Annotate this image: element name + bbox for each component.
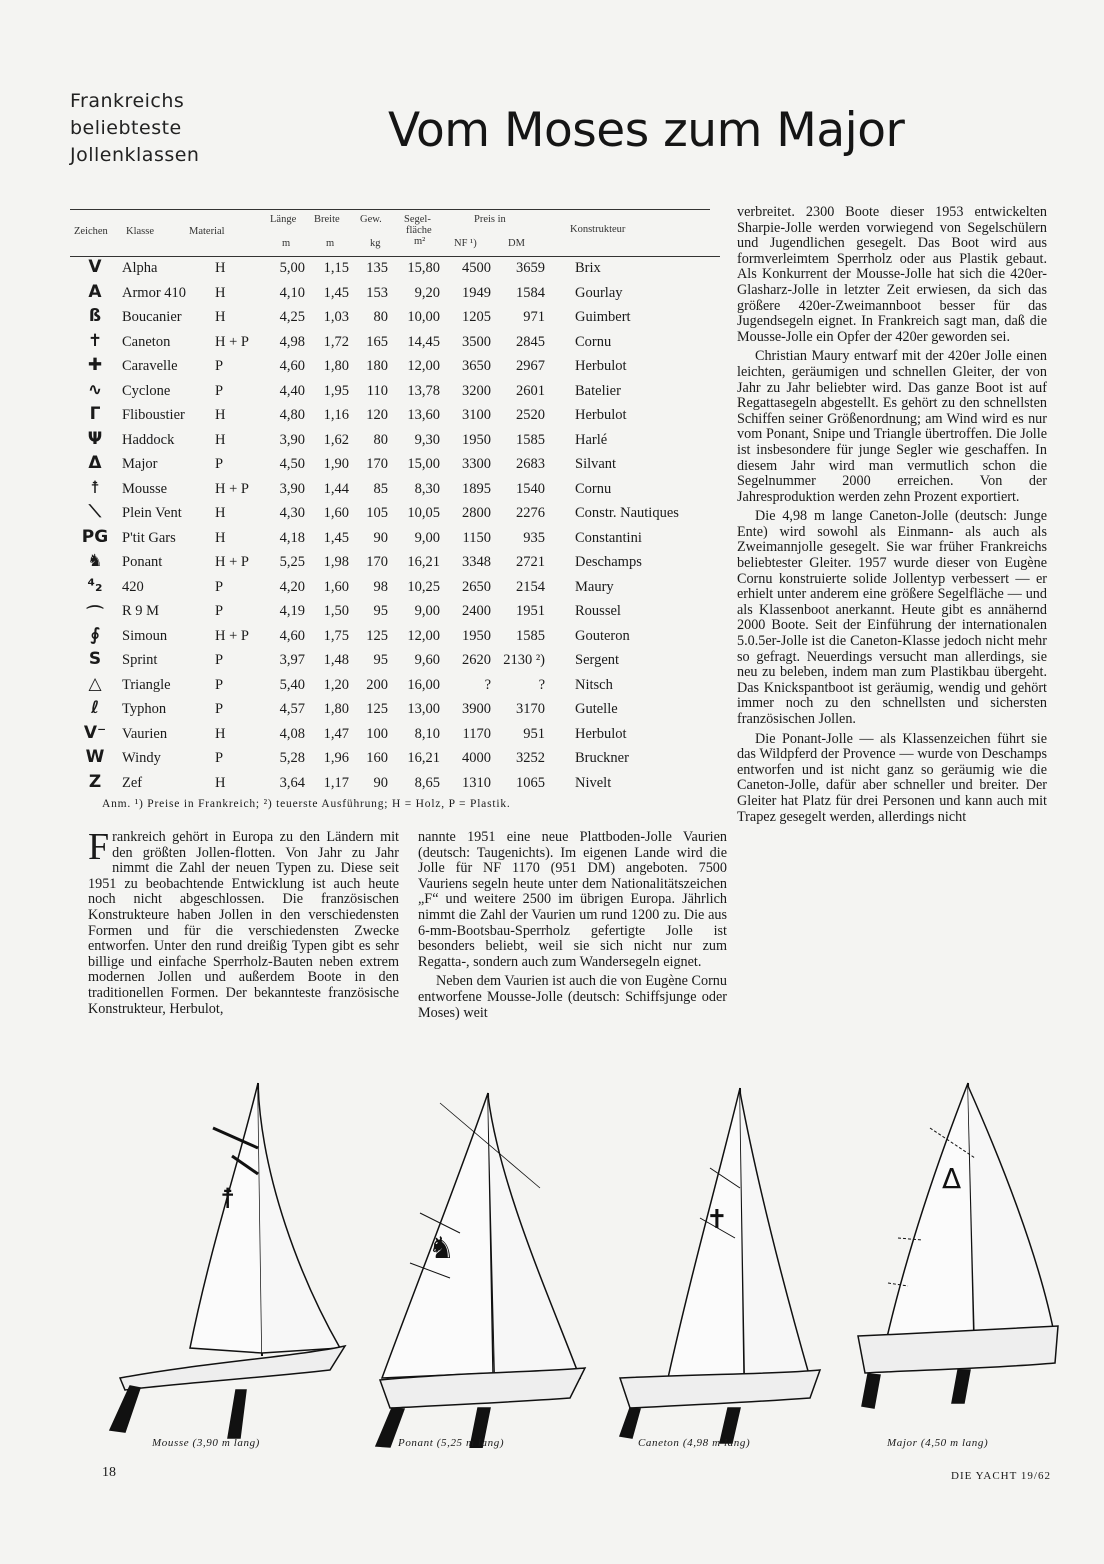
cell-price-dm: 2130 ²) (503, 652, 545, 668)
cell-designer: Maury (575, 578, 614, 595)
cell-class: Major (122, 456, 158, 472)
cell-price-dm: 935 (523, 529, 545, 546)
cell-class: Armor 410 (122, 284, 187, 301)
cell-price-nf: 2620 (462, 652, 491, 668)
cell-weight: 170 (366, 456, 388, 472)
cell-designer: Cornu (575, 480, 612, 497)
table-row (70, 380, 720, 405)
cell-weight: 165 (366, 333, 388, 350)
cell-price-nf: 3200 (462, 382, 491, 399)
cell-class: Fliboustier (122, 407, 185, 423)
cell-class: 420 (122, 578, 144, 595)
cell-weight: 95 (373, 603, 388, 619)
table-row (70, 404, 720, 429)
cell-material: H (215, 505, 226, 521)
cell-weight: 160 (366, 750, 388, 766)
cell-price-nf: 3100 (462, 407, 491, 423)
table-row (70, 257, 720, 282)
cell-designer: Nitsch (575, 676, 613, 693)
table-row (70, 772, 720, 797)
cell-beam: 1,60 (323, 578, 349, 595)
cell-class: Windy (122, 750, 161, 766)
cell-material: H (215, 431, 226, 448)
cell-length: 4,60 (279, 358, 305, 374)
cell-length: 4,50 (279, 456, 305, 472)
class-symbol-icon: Z (88, 771, 102, 792)
cell-designer: Herbulot (575, 407, 627, 423)
cell-length: 4,25 (279, 309, 305, 325)
cell-price-dm: 1584 (516, 284, 545, 301)
cell-material: H (215, 529, 226, 546)
cell-weight: 153 (366, 284, 388, 301)
table-row (70, 625, 720, 650)
cell-length: 4,98 (279, 333, 305, 350)
table-row (70, 429, 720, 454)
cell-sail-area: 9,20 (414, 284, 440, 301)
cell-weight: 180 (366, 358, 388, 374)
cell-beam: 1,80 (323, 701, 349, 717)
cell-weight: 200 (366, 676, 388, 693)
unit-breite: m (326, 238, 335, 249)
cell-designer: Gourlay (575, 284, 623, 301)
cell-sail-area: 9,00 (414, 529, 440, 546)
table-row (70, 723, 720, 748)
cell-price-nf: 1895 (462, 480, 491, 497)
class-symbol-icon: S (88, 649, 102, 669)
mousse-boat-illustration (110, 1083, 345, 1438)
table-row (70, 355, 720, 380)
cell-price-dm: 951 (523, 725, 545, 742)
class-symbol-icon: PG (81, 526, 109, 547)
cell-price-nf: 3500 (462, 333, 491, 350)
table-row (70, 649, 720, 674)
cell-material: P (215, 578, 224, 595)
cell-weight: 98 (373, 578, 388, 595)
cell-material: H (215, 284, 226, 301)
kicker (70, 88, 199, 169)
header-breite: Breite (314, 214, 340, 225)
svg-text:☨: ☨ (220, 1182, 236, 1215)
cell-class: Zef (122, 774, 143, 791)
cell-designer: Silvant (575, 456, 617, 472)
paragraph: Christian Maury entwarf mit der 420er Jolle einen leichten, geräumigen und schnellen Gleiter, der von Jahr zu Jahr beliebter wird. Das ganze Boot ist auf Regattasegeln abgestellt. Es gehört zu den schnellsten Schiffen seiner Größenordnung; am Wind wird es nur vom Ponant, Snipe und Triangle übertroffen. Die Jolle ist insbesondere für junge Segler wie geschaffen. In diesem Jahr wird man vermutlich schon die Segelnummer 2000 erreichen. Von der Jahresproduktion werden zehn Prozent exportiert. (737, 348, 1047, 505)
cell-sail-area: 8,10 (414, 725, 440, 742)
cell-designer: Batelier (575, 382, 621, 399)
cell-beam: 1,44 (323, 480, 349, 497)
cell-weight: 125 (366, 627, 388, 644)
cell-material: P (215, 456, 224, 472)
cell-price-dm: 2845 (516, 333, 545, 350)
boat-illustrations (0, 1078, 1104, 1448)
cell-weight: 135 (366, 260, 388, 276)
table-row (70, 576, 720, 601)
svg-text:♞: ♞ (428, 1231, 455, 1266)
cell-beam: 1,45 (323, 529, 349, 546)
cell-weight: 100 (366, 725, 388, 742)
table-footnote: Anm. ¹) Preise in Frankreich; ²) teuerste Ausführung; H = Holz, P = Plastik. (102, 798, 511, 810)
cell-beam: 1,50 (323, 603, 349, 619)
cell-sail-area: 10,05 (407, 505, 440, 521)
cell-class: R 9 M (122, 603, 160, 619)
cell-weight: 125 (366, 701, 388, 717)
cell-sail-area: 13,60 (407, 407, 440, 423)
cell-price-dm: 1065 (516, 774, 545, 791)
cell-beam: 1,47 (323, 725, 349, 742)
cell-beam: 1,62 (323, 431, 349, 448)
page-number: 18 (102, 1465, 116, 1480)
cell-sail-area: 14,45 (407, 333, 440, 350)
header-segel-1: Segel- (404, 214, 431, 225)
cell-designer: Guimbert (575, 309, 631, 325)
cell-weight: 90 (373, 774, 388, 791)
cell-weight: 105 (366, 505, 388, 521)
cell-length: 5,25 (279, 554, 305, 570)
class-table (70, 210, 720, 796)
cell-weight: 95 (373, 652, 388, 668)
cell-class: Mousse (122, 480, 168, 497)
cell-material: H + P (215, 333, 249, 350)
cell-designer: Deschamps (575, 554, 642, 570)
header-segel-2: fläche (406, 225, 432, 236)
cell-price-nf: 3348 (462, 554, 491, 570)
cell-designer: Constantini (575, 529, 642, 546)
cell-price-dm: 2967 (516, 358, 545, 374)
cell-sail-area: 9,30 (414, 431, 440, 448)
paragraph: nannte 1951 eine neue Plattboden-Jolle Vaurien (deutsch: Taugenichts). Im eigenen Lande wird die Jolle für NF 1170 (951 DM) angeboten. 7500 Vauriens segeln heute unter dem Nationalitätszeichen „F“ und weitere 2500 im übrigen Europa. Jährlich nimmt die Zahl der Vaurien um rund 1200 zu. Die aus 6-mm-Bootsbau-Sperrholz gefertigte Jolle ist besonders beliebt, weil sie sich nicht nur zum Regatta-, sondern auch zum Wandersegeln eignet. (418, 829, 727, 970)
paragraph: Die 4,98 m lange Caneton-Jolle (deutsch: Junge Ente) wird sowohl als Einmann- als auch als Zweimannjolle gesegelt. Sie war früher Frankreichs beliebtester Gleiter. 1957 wurde dieser von Eugène Cornu konstruierte solide Jollentyp verbessert — er erhielt unter anderem eine größere Segelfläche — und als Klassenboot anerkannt. Heute gibt es annähernd 2000 Boote. Seit der Einführung der internationalen 5.0.5er-Jolle ist die Caneton-Klasse jedoch nicht mehr so gefragt. Neuerdings versucht man allerdings, sie neu zu beleben, indem man zum Plastikbau übergeht. Das Knickspantboot ist geräumig, wendig und gehört immer noch zu den schnellsten und sichersten französischen Jollen. (737, 508, 1047, 727)
cell-material: H (215, 260, 226, 276)
cell-price-nf: 4500 (462, 260, 491, 276)
cell-class: Typhon (122, 701, 167, 717)
cell-material: H + P (215, 554, 249, 570)
cell-price-dm: 2721 (516, 554, 545, 570)
cell-beam: 1,90 (323, 456, 349, 472)
cell-designer: Herbulot (575, 725, 627, 742)
cell-sail-area: 15,80 (407, 260, 440, 276)
cell-price-dm: 2520 (516, 407, 545, 423)
cell-sail-area: 12,00 (407, 627, 440, 644)
body-column-3 (737, 205, 1047, 825)
cell-sail-area: 8,65 (414, 774, 440, 791)
cell-designer: Harlé (575, 431, 608, 448)
cell-length: 4,10 (279, 284, 305, 301)
cell-designer: Brix (575, 260, 601, 276)
cell-sail-area: 16,00 (407, 676, 440, 693)
body-column-2 (418, 830, 727, 1021)
cell-price-dm: 3659 (516, 260, 545, 276)
cell-length: 4,18 (279, 529, 305, 546)
cell-beam: 1,95 (323, 382, 349, 399)
cell-class: Boucanier (122, 309, 182, 325)
cell-price-nf: 2400 (462, 603, 491, 619)
unit-nf: NF ¹) (454, 238, 477, 249)
cell-price-nf: 2650 (462, 578, 491, 595)
header-zeichen: Zeichen (74, 226, 108, 237)
cell-price-dm: 2601 (516, 382, 545, 399)
cell-beam: 1,45 (323, 284, 349, 301)
table-row (70, 551, 720, 576)
body-column-1 (88, 826, 399, 1017)
cell-length: 4,08 (279, 725, 305, 742)
cell-weight: 110 (366, 382, 388, 399)
header-laenge: Länge (270, 214, 297, 225)
cell-beam: 1,16 (323, 407, 349, 423)
cell-weight: 120 (366, 407, 388, 423)
cell-material: H (215, 309, 226, 325)
cell-class: Triangle (122, 676, 171, 693)
table-header (70, 210, 720, 257)
cell-material: H (215, 774, 226, 791)
magazine-issue: DIE YACHT 19/62 (951, 1470, 1051, 1482)
paragraph: verbreitet. 2300 Boote dieser 1953 entwickelten Sharpie-Jolle werden vorwiegend von Segelschülern und Jugendlichen gesegelt. Das Boot wird aus formverleimtem Sperrholz oder aus Plastik gebaut. Als Konkurrent der Mousse-Jolle hat sich die 420er-Glasharz-Jolle in letzter Zeit erwiesen, da sich das größere 420er-Zweimannboot besser für das Jugendsegeln eignet. In Frankreich sagt man, daß die Mousse-Jolle ein Opfer der 420er geworden sei. (737, 204, 1047, 345)
cell-price-nf: 1950 (462, 627, 491, 644)
header-material: Material (189, 226, 225, 237)
table-row (70, 306, 720, 331)
cell-designer: Gutelle (575, 701, 618, 717)
cell-price-dm: 2276 (516, 505, 545, 521)
cell-price-dm: 3170 (516, 701, 545, 717)
cell-class: Caneton (122, 333, 171, 350)
cell-class: Haddock (122, 431, 175, 448)
cell-class: Plein Vent (122, 505, 182, 521)
cell-price-nf: 2800 (462, 505, 491, 521)
cell-material: P (215, 603, 224, 619)
cell-sail-area: 9,60 (414, 652, 440, 668)
caption-caneton: Caneton (4,98 m lang) (638, 1437, 751, 1449)
cell-price-nf: 3900 (462, 701, 491, 717)
cell-price-nf: 3300 (462, 456, 491, 472)
table-row (70, 674, 720, 699)
cell-sail-area: 16,21 (407, 554, 440, 570)
cell-class: Alpha (122, 260, 158, 276)
svg-text:Δ: Δ (942, 1162, 962, 1195)
caneton-boat-illustration (620, 1088, 820, 1443)
cell-beam: 1,96 (323, 750, 349, 766)
cell-designer: Nivelt (575, 774, 612, 791)
table-row (70, 478, 720, 503)
cell-beam: 1,80 (323, 358, 349, 374)
class-symbol-icon: △ (88, 673, 102, 694)
cell-weight: 170 (366, 554, 388, 570)
cell-sail-area: 12,00 (407, 358, 440, 374)
cell-length: 4,40 (279, 382, 305, 399)
cell-beam: 1,48 (323, 652, 349, 668)
header-gew: Gew. (360, 214, 382, 225)
caption-ponant: Ponant (5,25 m lang) (398, 1437, 505, 1449)
class-symbol-icon: ✝ (87, 330, 103, 351)
cell-price-nf: 1150 (462, 529, 491, 546)
cell-designer: Herbulot (575, 358, 627, 374)
cell-weight: 80 (373, 309, 388, 325)
cell-designer: Bruckner (575, 750, 629, 766)
major-boat-illustration (858, 1083, 1058, 1408)
cell-price-nf: 3650 (462, 358, 491, 374)
caption-mousse: Mousse (3,90 m lang) (152, 1437, 260, 1449)
cell-length: 4,80 (279, 407, 305, 423)
cell-material: P (215, 652, 224, 668)
class-symbol-icon: ☨ (90, 477, 100, 498)
class-symbol-icon: ⁴₂ (87, 575, 103, 596)
class-symbol-icon: ß (88, 306, 102, 326)
cell-designer: Sergent (575, 652, 620, 668)
cell-beam: 1,17 (323, 774, 349, 791)
cell-price-dm: 2154 (516, 578, 545, 595)
class-symbol-icon: ♞ (87, 551, 103, 571)
cell-material: P (215, 382, 224, 399)
table-row (70, 527, 720, 552)
unit-gew: kg (370, 238, 381, 249)
cell-sail-area: 9,00 (414, 603, 440, 619)
cell-price-nf: 1170 (462, 725, 491, 742)
table-row (70, 282, 720, 307)
cell-beam: 1,60 (323, 505, 349, 521)
cell-class: Cyclone (122, 382, 171, 399)
cell-designer: Constr. Nautiques (575, 505, 679, 521)
class-symbol-icon: V (88, 257, 102, 277)
class-symbol-icon: ⌒ (86, 605, 104, 625)
table-row (70, 331, 720, 356)
cell-beam: 1,75 (323, 627, 349, 644)
cell-length: 3,64 (279, 774, 305, 791)
header-konstrukteur: Konstrukteur (570, 224, 626, 235)
table-row (70, 698, 720, 723)
drop-cap: F (88, 826, 110, 868)
table-row (70, 600, 720, 625)
class-symbol-icon: A (88, 281, 102, 302)
cell-beam: 1,15 (323, 260, 349, 276)
cell-beam: 1,72 (323, 333, 349, 350)
headline: Vom Moses zum Major (388, 103, 905, 158)
cell-length: 3,90 (279, 431, 305, 448)
cell-price-nf: 1310 (462, 774, 491, 791)
table-body (70, 257, 720, 796)
cell-price-dm: 3252 (516, 750, 545, 766)
paragraph: rankreich gehört in Europa zu den Ländern mit den größten Jollen-flotten. Von Jahr zu Jahr nimmt die Zahl der neuen Typen zu. Diese seit 1951 zu beobachtende Entwicklung ist auch heute noch nicht abgeschlossen. Die französischen Konstrukteure haben Jollen in den verschiedensten Formen und für die verschiedensten Zwecke entworfen. Unter den rund dreißig Typen gibt es sehr billige und einfache Sperrholz-Bauten neben extrem modernen Jollen und außerdem Boote in den traditionellen Formen. Der bekannteste französische Konstrukteur, Herbulot, (88, 829, 399, 1017)
header-preis: Preis in (474, 214, 506, 225)
cell-price-dm: 1585 (516, 431, 545, 448)
cell-material: P (215, 358, 224, 374)
cell-class: Caravelle (122, 358, 178, 374)
caption-major: Major (4,50 m lang) (887, 1437, 989, 1449)
class-symbol-icon: ℓ (90, 698, 100, 718)
cell-length: 4,30 (279, 505, 305, 521)
paragraph: Neben dem Vaurien ist auch die von Eugène Cornu entworfene Mousse-Jolle (deutsch: Schiffsjunge oder Moses) weit (418, 973, 727, 1021)
cell-sail-area: 13,78 (407, 382, 440, 399)
cell-class: Vaurien (122, 725, 168, 742)
class-symbol-icon: ∿ (87, 379, 103, 400)
cell-price-nf: ? (484, 676, 491, 693)
cell-price-nf: 1205 (462, 309, 491, 325)
paragraph: Die Ponant-Jolle — als Klassenzeichen führt sie das Wildpferd der Provence — wurde von Deschamps entworfen und ist nicht ganz so geräumig wie die Caneton-Jolle, dafür aber schneller und breiter. Der Gleiter hat Platz für drei Personen und kann auch mit Trapez gesegelt werden, allerdings nicht (737, 730, 1047, 825)
cell-class: P'tit Gars (122, 529, 176, 546)
cell-length: 4,60 (279, 627, 305, 644)
ponant-boat-illustration (376, 1093, 585, 1448)
cell-price-dm: ? (538, 676, 545, 693)
header-klasse: Klasse (126, 226, 154, 237)
cell-material: P (215, 701, 224, 717)
cell-length: 4,20 (279, 578, 305, 595)
cell-price-nf: 4000 (462, 750, 491, 766)
cell-sail-area: 15,00 (407, 456, 440, 472)
table-row (70, 747, 720, 772)
class-symbol-icon: V⁻ (83, 722, 107, 743)
cell-length: 5,00 (279, 260, 305, 276)
cell-price-dm: 1540 (516, 480, 545, 497)
cell-price-dm: 971 (523, 309, 545, 325)
cell-beam: 1,98 (323, 554, 349, 570)
cell-sail-area: 10,00 (407, 309, 440, 325)
cell-price-dm: 1585 (516, 627, 545, 644)
cell-material: H (215, 725, 226, 742)
cell-beam: 1,20 (323, 676, 349, 693)
cell-material: P (215, 676, 224, 693)
unit-dm: DM (508, 238, 525, 249)
table-row (70, 502, 720, 527)
table-row (70, 453, 720, 478)
cell-sail-area: 13,00 (407, 701, 440, 717)
cell-price-nf: 1949 (462, 284, 491, 301)
kicker-line: Jollenklassen (70, 144, 200, 166)
cell-designer: Cornu (575, 333, 612, 350)
cell-class: Simoun (122, 627, 168, 644)
cell-length: 4,57 (279, 701, 305, 717)
cell-sail-area: 16,21 (407, 750, 440, 766)
unit-segel: m² (414, 236, 426, 247)
cell-length: 3,97 (279, 652, 305, 668)
cell-weight: 85 (373, 480, 388, 497)
class-symbol-icon: Δ (88, 453, 102, 473)
cell-material: H + P (215, 627, 249, 644)
class-symbol-icon: Ψ (87, 428, 103, 449)
cell-length: 5,28 (279, 750, 305, 766)
cell-material: H + P (215, 480, 249, 497)
class-symbol-icon: ∮ (90, 624, 100, 645)
kicker-line: beliebteste (70, 117, 182, 139)
cell-class: Ponant (122, 554, 163, 570)
cell-designer: Gouteron (575, 627, 630, 644)
kicker-line: Frankreichs (70, 90, 185, 112)
cell-length: 3,90 (279, 480, 305, 497)
class-symbol-icon: ✚ (87, 355, 103, 375)
cell-material: P (215, 750, 224, 766)
unit-laenge: m (282, 238, 291, 249)
cell-price-nf: 1950 (462, 431, 491, 448)
cell-length: 5,40 (279, 676, 305, 693)
cell-length: 4,19 (279, 603, 305, 619)
cell-sail-area: 10,25 (407, 578, 440, 595)
class-symbol-icon: W (85, 747, 105, 767)
cell-price-dm: 2683 (516, 456, 545, 472)
class-symbol-icon: Γ (89, 404, 101, 424)
cell-weight: 80 (373, 431, 388, 448)
cell-sail-area: 8,30 (414, 480, 440, 497)
cell-designer: Roussel (575, 603, 621, 619)
svg-text:✝: ✝ (706, 1205, 728, 1235)
cell-weight: 90 (373, 529, 388, 546)
cell-material: H (215, 407, 226, 423)
class-symbol-icon: ⟍ (89, 502, 101, 522)
cell-class: Sprint (122, 652, 158, 668)
cell-price-dm: 1951 (516, 603, 545, 619)
cell-beam: 1,03 (323, 309, 349, 325)
